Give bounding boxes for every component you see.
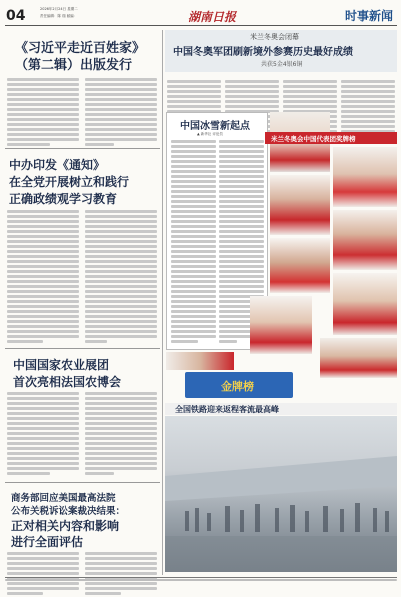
athlete-photo-6 (333, 210, 397, 270)
athlete-photo-4 (250, 296, 312, 354)
athlete-photo-2 (270, 175, 330, 235)
feature-banner-text: 米兰冬奥会中国代表团奖牌榜 (271, 135, 356, 143)
athlete-photo-5 (333, 147, 397, 207)
article2-title-2: 在全党开展树立和践行 (9, 175, 130, 189)
article1-body-right (85, 78, 157, 148)
divider (5, 348, 160, 349)
section-title: 时事新闻 (345, 9, 394, 23)
footer-text (5, 579, 397, 583)
feature-banner (265, 132, 397, 144)
gold-list-title: 金牌榜 (221, 380, 254, 393)
commentary-title: 中国冰雪新起点 (180, 121, 250, 132)
page-number: 04 (6, 8, 26, 24)
article3-body-left (7, 392, 79, 477)
article2-title-1: 中办印发《通知》 (9, 158, 106, 172)
railway-station-photo (165, 416, 397, 572)
photo-caption-band (165, 403, 397, 415)
photo-caption: 全国铁路迎来返程客流最高峰 (175, 404, 279, 414)
left-column (5, 30, 160, 574)
article4-title-2: 公布关税诉讼案裁决结果： (11, 506, 126, 517)
athlete-photo-8 (320, 338, 397, 378)
athlete-photo-7 (333, 273, 397, 335)
article3-title-2: 首次亮相法国农博会 (13, 375, 122, 389)
column-rule (162, 30, 163, 575)
medal-graphic (185, 372, 293, 398)
commentary-body-1 (171, 140, 216, 345)
header-rule (5, 25, 397, 26)
footer-rule (5, 577, 397, 578)
article4-body-left (7, 552, 79, 597)
article1-body-left (7, 78, 79, 148)
article2-body-left (7, 210, 79, 345)
editor-line: 责任编辑：陈 瑞 邮编： (40, 14, 78, 18)
headline: 中国冬奥军团刷新境外参赛历史最好成绩 (173, 47, 353, 58)
page-header (0, 0, 401, 26)
article4-title-4: 进行全面评估 (11, 535, 84, 549)
article3-title-1: 中国国家农业展团 (13, 358, 110, 372)
article4-title-1: 商务部回应美国最高法院 (11, 493, 116, 504)
date-line: 2026年2月24日 星期二 (40, 7, 78, 11)
station-illustration (165, 416, 397, 572)
athlete-photo-9 (166, 352, 234, 370)
article1-title-1: 《习近平走近百姓家》 (15, 41, 146, 56)
article1-title-2: （第二辑）出版发行 (15, 58, 133, 73)
article3-body-right (85, 392, 157, 477)
paper-logo: 湖南日报 (188, 10, 237, 24)
commentary-byline: ▲ 新华社 评论员 (197, 132, 223, 136)
athlete-photo-3 (270, 238, 330, 293)
subhead: 共获5金4银6铜 (261, 61, 303, 68)
divider (5, 482, 160, 483)
article2-title-3: 正确政绩观学习教育 (9, 192, 118, 206)
divider (5, 148, 160, 149)
article4-body-right (85, 552, 157, 597)
kicker: 米兰冬奥会闭幕 (250, 33, 299, 41)
article2-body-right (85, 210, 157, 345)
article4-title-3: 正对相关内容和影响 (11, 519, 120, 533)
